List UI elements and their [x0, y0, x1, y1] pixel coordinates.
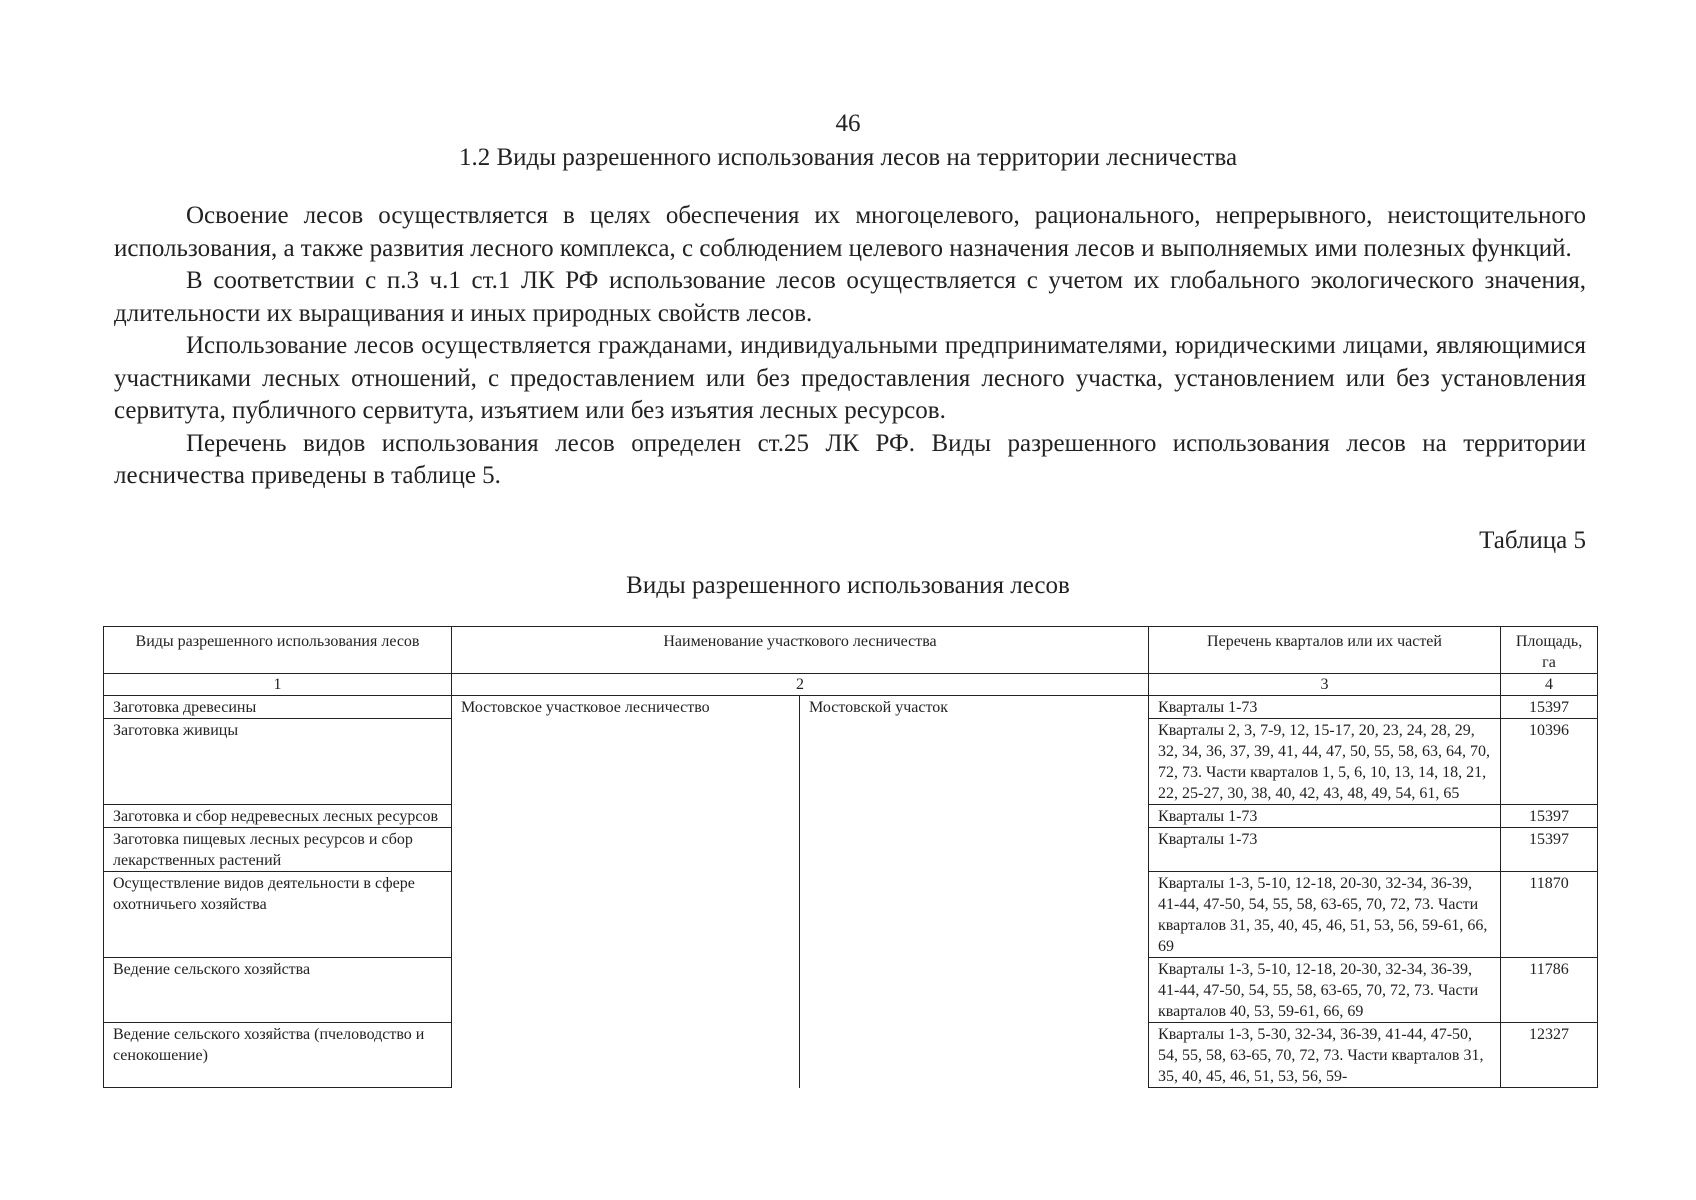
area-cell: 11786	[1501, 958, 1598, 1023]
quarters-cell: Кварталы 1-3, 5-30, 32-34, 36-39, 41-44, 47-50, 54, 55, 58, 63-65, 70, 72, 73. Части кварталов 31, 35, 40, 45, 46, 51, 53, 56, 59-	[1149, 1023, 1501, 1088]
quarters-cell: Кварталы 1-3, 5-10, 12-18, 20-30, 32-34, 36-39, 41-44, 47-50, 54, 55, 58, 63-65, 70, 72, 73. Части кварталов 31, 35, 40, 45, 46, 51, 53, 56, 59-61, 66, 69	[1149, 872, 1501, 958]
header-forestry: Наименование участкового лесничества	[452, 627, 1149, 674]
use-type-cell: Заготовка пищевых лесных ресурсов и сбор лекарственных растений	[104, 828, 452, 872]
quarters-cell: Кварталы 1-73	[1149, 696, 1501, 719]
table-caption: Виды разрешенного использования лесов	[626, 572, 1070, 599]
area-cell: 15397	[1501, 828, 1598, 872]
header-type: Виды разрешенного использования лесов	[104, 627, 452, 674]
use-type-cell: Заготовка живицы	[104, 719, 452, 805]
use-type-cell: Осуществление видов деятельности в сфере охотничьего хозяйства	[104, 872, 452, 958]
column-number: 2	[452, 674, 1149, 696]
column-number: 4	[1501, 674, 1598, 696]
header-quarters: Перечень кварталов или их частей	[1149, 627, 1501, 674]
area-cell: 11870	[1501, 872, 1598, 958]
paragraph: Перечень видов использования лесов определен ст.25 ЛК РФ. Виды разрешенного использования лесов на территории лесничества приведены в таблице 5.	[114, 429, 1586, 489]
use-type-cell: Ведение сельского хозяйства (пчеловодство и сенокошение)	[104, 1023, 452, 1088]
use-type-cell: Заготовка и сбор недревесных лесных ресурсов	[104, 805, 452, 828]
column-numbers-row	[104, 674, 1598, 696]
table-header-row	[104, 627, 1598, 674]
paragraph: Использование лесов осуществляется гражданами, индивидуальными предпринимателями, юридическими лицами, являющимися участниками лесных отношений, с предоставлением или без предоставления лесного участка, установлением или без установления сервитута, публичного сервитута, изъятием или без изъятия лесных ресурсов.	[114, 332, 1586, 424]
area-cell: 15397	[1501, 805, 1598, 828]
column-number: 3	[1149, 674, 1501, 696]
forestry-name-cell: Мостовское участковое лесничество	[452, 696, 800, 1088]
body-text	[114, 200, 1586, 493]
section-title: 1.2 Виды разрешенного использования лесов на территории лесничества	[458, 144, 1238, 171]
use-type-cell: Заготовка древесины	[104, 696, 452, 719]
area-cell: 15397	[1501, 696, 1598, 719]
section-name-cell: Мостовской участок	[800, 696, 1149, 1088]
area-cell: 10396	[1501, 719, 1598, 805]
use-type-cell: Ведение сельского хозяйства	[104, 958, 452, 1023]
page-number: 46	[835, 110, 861, 137]
column-number: 1	[104, 674, 452, 696]
area-cell: 12327	[1501, 1023, 1598, 1088]
quarters-cell: Кварталы 2, 3, 7-9, 12, 15-17, 20, 23, 24, 28, 29, 32, 34, 36, 37, 39, 41, 44, 47, 50, 55, 58, 63, 64, 70, 72, 73. Части кварталов 1, 5, 6, 10, 13, 14, 18, 21, 22, 25-27, 30, 38, 40, 42, 43, 48, 49, 54, 61, 65	[1149, 719, 1501, 805]
table-row	[104, 696, 1598, 719]
quarters-cell: Кварталы 1-3, 5-10, 12-18, 20-30, 32-34, 36-39, 41-44, 47-50, 54, 55, 58, 63-65, 70, 72, 73. Части кварталов 40, 53, 59-61, 66, 69	[1149, 958, 1501, 1023]
paragraph: Освоение лесов осуществляется в целях обеспечения их многоцелевого, рационального, непрерывного, неистощительного использования, а также развития лесного комплекса, с соблюдением целевого назначения лесов и выполняемых ими полезных функций.	[114, 202, 1586, 262]
forest-use-table	[103, 626, 1598, 1088]
table-label: Таблица 5	[1479, 527, 1586, 554]
quarters-cell: Кварталы 1-73	[1149, 828, 1501, 872]
quarters-cell: Кварталы 1-73	[1149, 805, 1501, 828]
header-area: Площадь, га	[1501, 627, 1598, 674]
paragraph: В соответствии с п.3 ч.1 ст.1 ЛК РФ использование лесов осуществляется с учетом их глобального экологического значения, длительности их выращивания и иных природных свойств лесов.	[114, 267, 1586, 327]
